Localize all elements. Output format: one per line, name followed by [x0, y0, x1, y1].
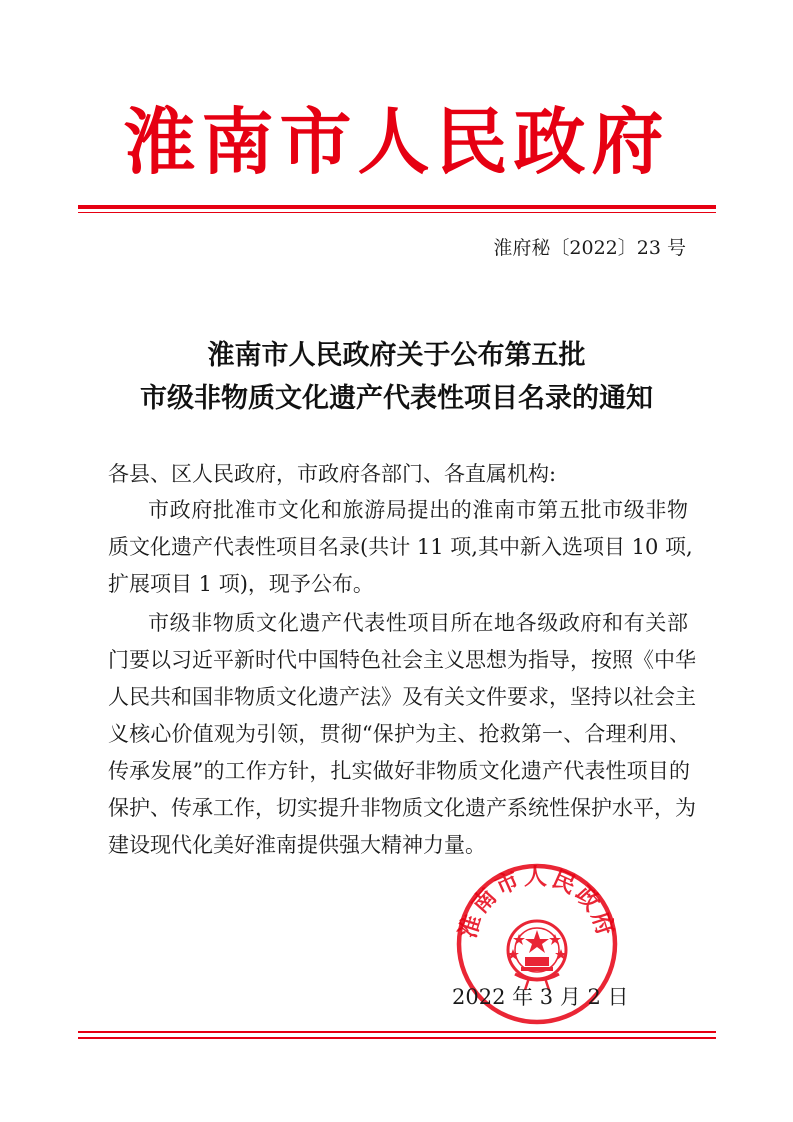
paragraph-1-line: 质文化遗产代表性项目名录(共计 11 项,其中新入选项目 10 项, — [108, 535, 693, 559]
paragraph-1-line: 市政府批准市文化和旅游局提出的淮南市第五批市级非物 — [148, 498, 688, 522]
issue-date: 2022 年 3 月 2 日 — [452, 985, 629, 1009]
document-title-line-2: 市级非物质文化遗产代表性项目名录的通知 — [140, 383, 653, 414]
footer-red-rule-2 — [78, 1037, 716, 1039]
header-red-rule-thin — [78, 212, 716, 213]
paragraph-2-line: 门要以习近平新时代中国特色社会主义思想为指导，按照《中华 — [108, 648, 696, 672]
addressee: 各县、区人民政府，市政府各部门、各直属机构: — [108, 462, 557, 486]
svg-text:淮南市人民政府: 淮南市人民政府 — [455, 864, 619, 942]
footer-red-rule — [78, 1031, 716, 1033]
paragraph-2-line: 义核心价值观为引领，贯彻“保护为主、抢救第一、合理利用、 — [108, 722, 690, 746]
paragraph-2-line: 传承发展”的工作方针，扎实做好非物质文化遗产代表性项目的 — [108, 759, 690, 783]
document-title-line-1: 淮南市人民政府关于公布第五批 — [207, 340, 586, 371]
paragraph-2-line: 保护、传承工作，切实提升非物质文化遗产系统性保护水平，为 — [108, 796, 696, 820]
issuer-heading: 淮南市人民政府 — [123, 100, 670, 184]
paragraph-2-line: 人民共和国非物质文化遗产法》及有关文件要求，坚持以社会主 — [108, 685, 696, 709]
paragraph-1-line: 扩展项目 1 项)，现予公布。 — [108, 572, 374, 596]
paragraph-2-line: 建设现代化美好淮南提供强大精神力量。 — [108, 833, 486, 857]
document-number: 淮府秘〔2022〕23 号 — [493, 237, 686, 259]
header-red-rule — [78, 205, 716, 209]
paragraph-2-line: 市级非物质文化遗产代表性项目所在地各级政府和有关部 — [148, 611, 688, 635]
